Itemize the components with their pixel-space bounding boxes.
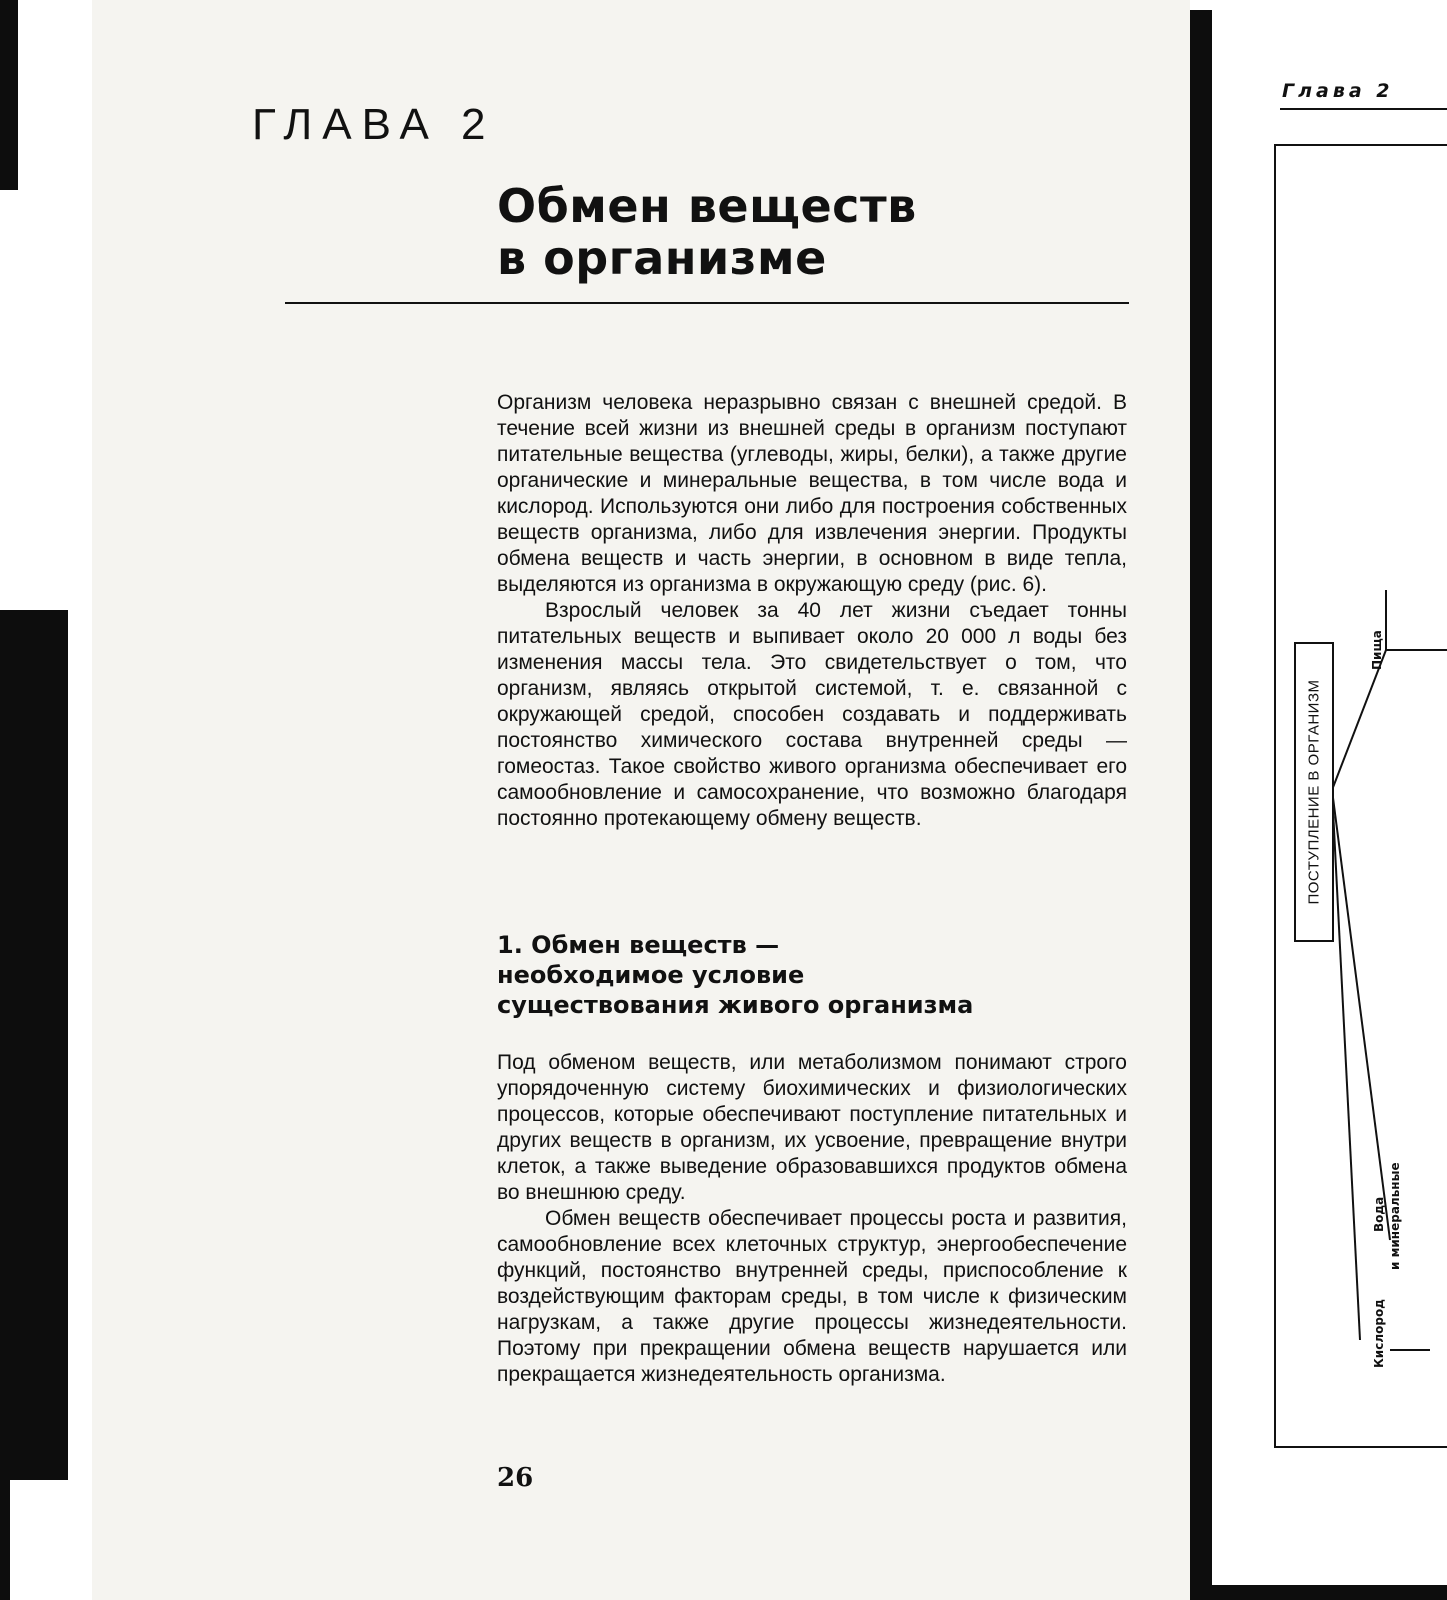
intro-paragraph-1: Организм человека неразрывно связан с внешней средой. В течение всей жизни из внешней среды в организм поступают питательные вещества (углеводы, жиры, белки), а также другие органические и минеральные вещества, в том числе вода и кислород. Используются они либо для построения собственных веществ организма, либо для извлечения энергии. Продукты обмена веществ и часть энергии, в основном в виде тепла, выделяются из организма в окружающую среду (рис. 6). <box>497 391 1127 596</box>
section-text <box>497 1050 1127 1388</box>
page-number: 26 <box>497 1463 534 1493</box>
title-divider <box>285 302 1129 304</box>
intake-box <box>1294 642 1334 942</box>
connector-line-food <box>1332 650 1386 790</box>
connector-line-oxygen <box>1332 790 1360 1340</box>
minerals-label: и минеральные <box>1388 1162 1402 1270</box>
water-label: Вода <box>1372 1196 1386 1232</box>
intro-text <box>497 390 1127 832</box>
oxygen-label: Кислород <box>1372 1299 1386 1368</box>
chapter-title-line-1: Обмен веществ <box>497 179 917 233</box>
chapter-title <box>497 180 1117 284</box>
chapter-label: ГЛАВА 2 <box>252 100 496 149</box>
food-label: Пища <box>1370 630 1384 670</box>
binding-shadow <box>0 610 68 1480</box>
next-page-header: Глава 2 <box>1282 80 1394 102</box>
intro-paragraph-2: Взрослый человек за 40 лет жизни съедает тонны питательных веществ и выпивает около 20 000 л воды без изменения массы тела. Это свидетельствует о том, что организм, являясь открытой системой, т. е. связанной с окружающей средой, способен создавать и поддерживать постоянство химического состава внутренней среды — гомеостаз. Такое свойство живого организма обеспечивает его самообновление и самосохранение, что возможно благодаря постоянно протекающему обмену веществ. <box>497 599 1127 830</box>
section-heading-line-3: существования живого организма <box>497 991 974 1019</box>
section-paragraph-2: Обмен веществ обеспечивает процессы роста и развития, самообновление всех клеточных структур, энергообеспечение функций, постоянство внутренней среды, приспособление к воздействующим факторам среды, в том числе к физическим нагрузкам, а также другие процессы жизнедеятельности. Поэтому при прекращении обмена веществ нарушается или прекращается жизнедеятельность организма. <box>497 1207 1127 1386</box>
connector-line-water <box>1332 790 1390 1240</box>
section-paragraph-1: Под обменом веществ, или метаболизмом понимают строго упорядоченную систему биохимических и физиологических процессов, которые обеспечивают поступление питательных и других веществ в организм, их усвоение, превращение внутри клеток, а также выведение образовавшихся продуктов обмена во внешнюю среду. <box>497 1051 1127 1204</box>
section-heading-line-2: необходимое условие <box>497 961 805 989</box>
next-page-fragment <box>1190 0 1447 1600</box>
intake-label: ПОСТУПЛЕНИЕ В ОРГАНИЗМ <box>1305 679 1323 905</box>
chapter-title-line-2: в организме <box>497 231 827 285</box>
section-heading-line-1: 1. Обмен веществ — <box>497 931 780 959</box>
section-heading <box>497 930 1117 1020</box>
binding-shadow <box>0 0 18 190</box>
previous-page-edge <box>0 0 92 1600</box>
binding-shadow <box>0 1480 10 1600</box>
